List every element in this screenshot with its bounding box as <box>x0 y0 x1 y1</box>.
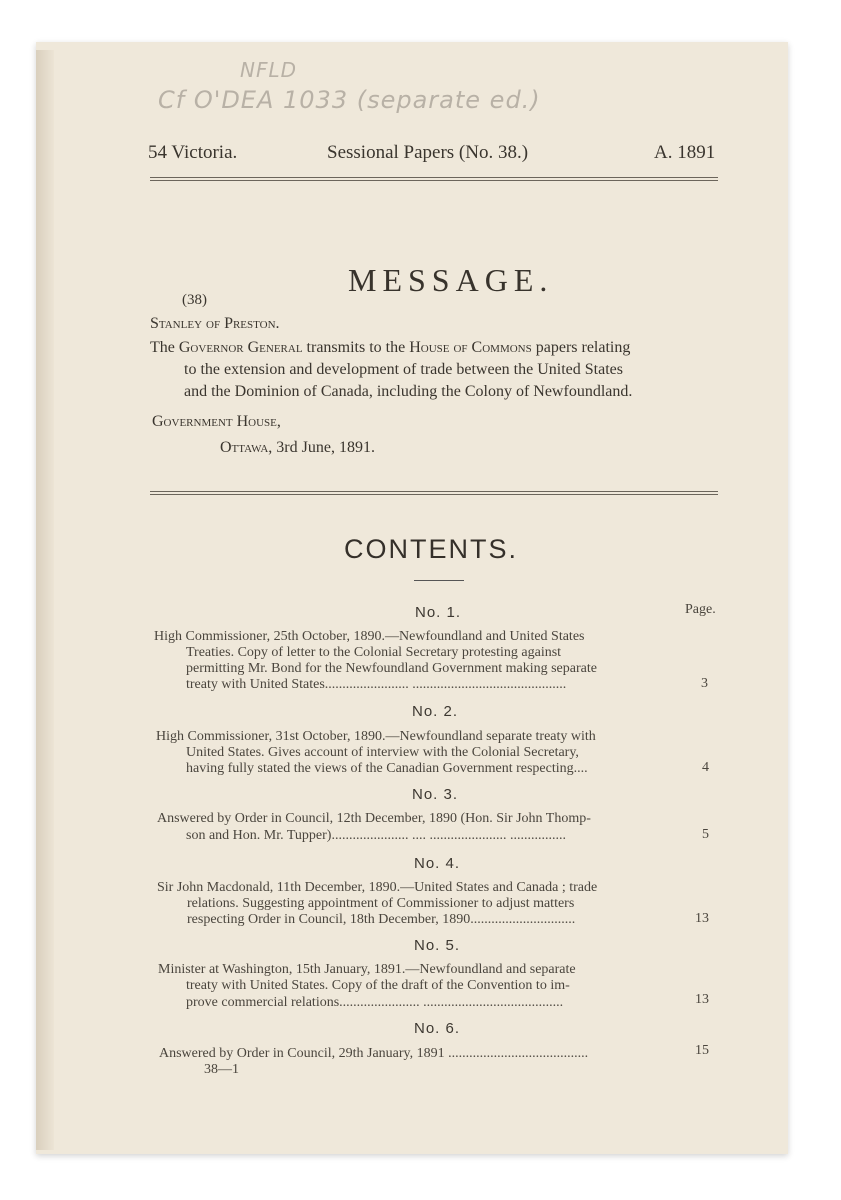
header-left: 54 Victoria. <box>148 142 238 163</box>
page-signature: 38—1 <box>204 1062 239 1077</box>
contents-item-5-line1: Minister at Washington, 15th January, 1891.—Newfoundland and separate <box>158 962 576 977</box>
contents-item-1-line2: Treaties. Copy of letter to the Colonial Secretary protesting against <box>186 645 562 660</box>
contents-item-6-number: No. 6. <box>414 1020 461 1037</box>
contents-item-1-line1: High Commissioner, 25th October, 1890.—Newfoundland and United States <box>154 629 585 644</box>
message-body-line1: The Governor General transmits to the House of Commons papers relating <box>150 339 631 356</box>
header-center: Sessional Papers (No. 38.) <box>327 142 529 163</box>
contents-item-6-page: 15 <box>695 1043 709 1058</box>
contents-title-rule <box>414 580 464 581</box>
message-title: MESSAGE. <box>348 262 554 298</box>
contents-item-4-line2: relations. Suggesting appointment of Commissioner to adjust matters <box>187 896 575 911</box>
contents-item-4-number: No. 4. <box>414 855 461 872</box>
contents-item-2-line1: High Commissioner, 31st October, 1890.—Newfoundland separate treaty with <box>156 729 596 744</box>
contents-item-2-number: No. 2. <box>412 703 459 720</box>
message-date-line <box>220 437 375 459</box>
contents-item-1-line4: treaty with United States........................ ............................................ <box>186 677 567 692</box>
contents-item-4-line1: Sir John Macdonald, 11th December, 1890.—United States and Canada ; trade <box>157 880 598 895</box>
section-double-rule <box>150 491 718 495</box>
pencil-note-line1: NFLD <box>240 58 298 82</box>
message-body-line2: to the extension and development of trade between the United States <box>184 361 623 378</box>
contents-item-2-page: 4 <box>702 760 709 775</box>
contents-item-5-line2: treaty with United States. Copy of the draft of the Convention to im- <box>186 978 570 993</box>
message-body-line3: and the Dominion of Canada, including the Colony of Newfoundland. <box>184 383 633 400</box>
contents-item-6-line1: Answered by Order in Council, 29th January, 1891 ........................................ <box>159 1046 589 1061</box>
contents-item-5-number: No. 5. <box>414 937 461 954</box>
contents-item-5-line3: prove commercial relations....................... ........................................ <box>186 995 564 1010</box>
contents-item-3-number: No. 3. <box>412 786 459 803</box>
message-place: Government House, <box>152 413 281 430</box>
message-date: , 3rd June, 1891. <box>268 439 375 456</box>
page-spine <box>36 50 54 1150</box>
contents-item-3-line2: son and Hon. Mr. Tupper)...................... .... ...................... ................ <box>186 828 566 843</box>
contents-item-1-line3: permitting Mr. Bond for the Newfoundland Government making separate <box>186 661 597 676</box>
contents-item-3-line1: Answered by Order in Council, 12th December, 1890 (Hon. Sir John Thomp- <box>157 811 591 826</box>
contents-item-2-line3: having fully stated the views of the Canadian Government respecting.... <box>186 761 588 776</box>
message-signatory: Stanley of Preston. <box>150 315 280 332</box>
contents-item-3-page: 5 <box>702 827 709 842</box>
contents-item-4-page: 13 <box>695 911 709 926</box>
contents-item-2-line2: United States. Gives account of interview with the Colonial Secretary, <box>186 745 579 760</box>
contents-item-4-line3: respecting Order in Council, 18th December, 1890.............................. <box>187 912 576 927</box>
message-date-place: Ottawa <box>220 439 269 456</box>
header-double-rule <box>150 177 718 181</box>
contents-item-1-page: 3 <box>701 676 708 691</box>
pencil-note-line2: Cf O'DEA 1033 (separate ed.) <box>158 86 541 114</box>
page-column-header: Page. <box>685 602 716 617</box>
header-right: A. 1891 <box>654 142 716 163</box>
contents-item-5-page: 13 <box>695 992 709 1007</box>
contents-title: CONTENTS. <box>344 534 519 564</box>
contents-item-1-number: No. 1. <box>415 604 462 621</box>
message-number: (38) <box>182 292 207 308</box>
